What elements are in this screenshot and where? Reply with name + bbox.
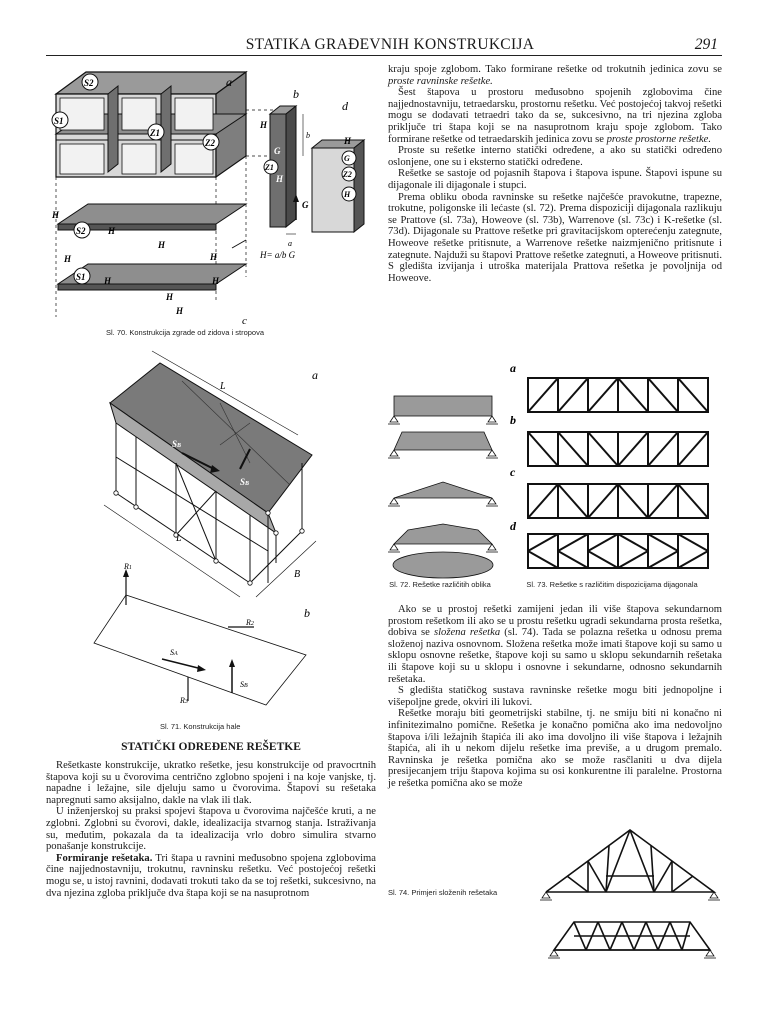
figure-74-caption: Sl. 74. Primjeri složenih rešetaka bbox=[388, 888, 498, 897]
svg-text:H: H bbox=[64, 254, 72, 264]
paragraph-oblik: Prema obliku oboda ravninske su rešetke najčešće pravokutne, trapezne, trokutne, poligonske ili lećaste (sl. 72). Prema dispoziciji dijagonala razlikuju se Prattove (sl. 73a), Howeove (sl. 73b), Warrenove (sl. 73c) i K-rešetke (sl. 73d). Dijagonale su Prattove rešetke pri gravitacijskom opterećenju zategnute, Howeove rešetke pritisnute, a Warrenove rešetke naizmjenično pritisnute i zategnute. Najduži su štapovi Prattove rešetke zategnuti, a Howeove pritisnuti. S gledišta izvijanja i utroška materijala Prattova rešetka je povoljnija od Howeove. bbox=[388, 191, 722, 284]
fig70-mark-s2: S2 bbox=[84, 78, 94, 88]
svg-text:H: H bbox=[108, 226, 116, 236]
section-title: STATIČKI ODREĐENE REŠETKE bbox=[121, 741, 301, 753]
svg-text:H: H bbox=[166, 292, 174, 302]
paragraph-slozena: Ako se u prostoj rešetki zamijeni jedan ili više štapova sekundarnom prostom rešetkom ili ako se u prostu rešetku ugradi sekundarna prosta rešetka, dobiva se složena rešetka (sl. 74). Tada se polazna rešetka u odnosu prema složenoj naziva osnovnom. Složena rešetka može imati štapove koji su samo u sklopu osnovne rešetke, štapove koji su samo u sklopu sekundarnih rešetaka ili štapove koji su u sklopu i osnovne i sekundarne, odnosno sekundarnih rešetaka. bbox=[388, 604, 722, 685]
svg-text:Z2: Z2 bbox=[343, 170, 352, 179]
fig70-mark-z1: Z1 bbox=[150, 128, 160, 138]
fig73-label-d: d bbox=[510, 519, 516, 533]
figure-71-caption: Sl. 71. Konstrukcija hale bbox=[160, 722, 241, 731]
svg-text:H: H bbox=[212, 276, 220, 286]
fig70-formula: H= a/b G bbox=[260, 250, 296, 260]
figure-73-caption: Sl. 73. Rešetke s različitim dispozicijama dijagonala bbox=[526, 580, 698, 589]
svg-text:R3: R3 bbox=[180, 696, 188, 705]
svg-text:S1: S1 bbox=[76, 272, 86, 282]
figure-70-building-walls-floors bbox=[46, 62, 376, 326]
fig70-label-b: b bbox=[293, 87, 299, 101]
svg-text:H: H bbox=[104, 276, 112, 286]
fig73-label-a: a bbox=[510, 361, 516, 375]
right-column-text-top bbox=[388, 64, 722, 284]
svg-text:L: L bbox=[176, 533, 182, 544]
svg-text:b: b bbox=[306, 131, 310, 140]
svg-text:H: H bbox=[176, 306, 184, 316]
header-rule bbox=[46, 55, 722, 56]
svg-text:G: G bbox=[302, 200, 309, 210]
svg-text:G: G bbox=[344, 154, 350, 163]
svg-text:G: G bbox=[274, 146, 281, 156]
figure-74-compound-trusses bbox=[540, 826, 720, 976]
fig70-label-d: d bbox=[342, 99, 348, 113]
paragraph-formiranje: Formiranje rešetaka. Tri štapa u ravnini međusobno spojena zglobovima čine najjednostavniju, trokutnu, ravninsku rešetku. Već postojećoj rešetki mogu se, u istoj ravnini, dodavati trokuti tako da se toj rešetki, sukcesivno, na dva njezina zgloba priključe dva štapa koji se na nasuprotnom bbox=[46, 852, 376, 899]
figures-72-73-truss-shapes bbox=[380, 358, 725, 583]
paragraph-stabilnost: Rešetke moraju biti geometrijski stabilne, tj. ne smiju biti ni konačno ni infinitezimalno pomične. Rešetka je konačno pomična ako ima nedovoljno štapova i/ili ležajnih štapića ili ako ima dovoljno ili više štapova i ležajnih štapića, ali ih u nekom dijelu rešetke ima previše, a u drugom premalo. Ravninska je rešetka pomična ako se može rasčlaniti u dva dijela presijecanjem triju štapova kojima su osi konkurentne ili paralelne. Prostorna je rešetka pomična ako se može bbox=[388, 708, 722, 789]
svg-text:SB: SB bbox=[240, 680, 248, 689]
svg-text:SB: SB bbox=[172, 439, 182, 449]
left-column-text bbox=[46, 760, 376, 899]
paragraph-sastav: Rešetke se sastoje od pojasnih štapova i štapova ispune. Štapovi ispune su dijagonale ili dijagonale i stupci. bbox=[388, 168, 722, 191]
running-header-title: STATIKA GRAĐEVNIH KONSTRUKCIJA bbox=[245, 36, 535, 53]
figure-70-caption: Sl. 70. Konstrukcija zgrade od zidova i stropova bbox=[106, 328, 265, 337]
paragraph-proste-ravninske: kraju spoje zglobom. Tako formirane rešetke od trokutnih jedinica zovu se proste ravninske rešetke. bbox=[388, 64, 722, 87]
svg-text:Z1: Z1 bbox=[265, 163, 274, 172]
fig70-label-a: a bbox=[226, 75, 232, 89]
page-number: 291 bbox=[694, 36, 718, 53]
svg-text:L: L bbox=[220, 381, 226, 392]
figure-72-caption: Sl. 72. Rešetke različitih oblika bbox=[389, 580, 491, 589]
svg-text:H: H bbox=[158, 240, 166, 250]
svg-text:SA: SA bbox=[170, 648, 178, 657]
paragraph-joints: U inženjerskoj su praksi spojevi štapova u čvorovima najčešće kruti, a ne zglobni. Zglobni su čvorovi, dakle, idealizacija stvarnog stanja. Istraživanja su, međutim, pokazala da ta idealizacija vrlo dobro simulira stvarno ponašanje konstrukcije. bbox=[46, 806, 376, 853]
paragraph-staticki-odredene: Proste su rešetke interno statički određene, a ako su statički određeno oslonjene, one su i eksterno statički određene. bbox=[388, 145, 722, 168]
svg-text:SB: SB bbox=[240, 477, 250, 487]
fig70-label-c: c bbox=[242, 315, 247, 326]
svg-text:B: B bbox=[294, 569, 301, 580]
paragraph-tetraedar: Šest štapova u prostoru međusobno spojenih zglobovima čine najjednostavniju, tetraedarsku, prostornu rešetku. Već postojećoj takvoj rešetki mogu se dodavati tetraedri tako da se, sukcesivno, na tri njezina zgloba priključe tri štapa koji se na nasuprotnom kraju spoje zglobom. Tako formirane rešetke od tetraedarskih jedinica zovu se proste prostorne rešetke. bbox=[388, 87, 722, 145]
fig73-label-b: b bbox=[510, 413, 516, 427]
svg-text:H: H bbox=[276, 174, 284, 184]
fig73-label-c: c bbox=[510, 465, 516, 479]
fig71-label-a: a bbox=[312, 368, 318, 382]
svg-text:H: H bbox=[344, 190, 351, 199]
svg-text:H: H bbox=[210, 252, 218, 262]
svg-text:H: H bbox=[52, 210, 60, 220]
right-column-text-mid bbox=[388, 604, 722, 790]
svg-text:a: a bbox=[288, 239, 292, 248]
formiranje-lead: Formiranje rešetaka. bbox=[56, 852, 153, 864]
svg-text:H: H bbox=[344, 136, 352, 146]
svg-text:S2: S2 bbox=[76, 226, 86, 236]
figure-71-hall-structure bbox=[90, 345, 340, 720]
fig70-mark-z2: Z2 bbox=[205, 138, 215, 148]
paragraph-definition: Rešetkaste konstrukcije, ukratko rešetke, jesu konstrukcije od pravocrtnih štapova koji su u čvorovima centrično zglobno spojeni i na koje vanjske, tj. napadne i ležajne, sile djeluju samo u čvorovima. Štapovi su rešetaka napregnuti samo aksijalno, dakle na vlak ili tlak. bbox=[46, 760, 376, 806]
fig70-mark-s1: S1 bbox=[54, 116, 64, 126]
svg-text:H: H bbox=[260, 120, 268, 130]
fig71-label-b: b bbox=[304, 606, 310, 620]
paragraph-sustav: S gledišta statičkog sustava ravninske rešetke mogu biti jednopoljne i višepoljne grede, okviri ili lukovi. bbox=[388, 685, 722, 708]
svg-text:R1: R1 bbox=[124, 562, 132, 571]
svg-text:R2: R2 bbox=[246, 618, 254, 627]
